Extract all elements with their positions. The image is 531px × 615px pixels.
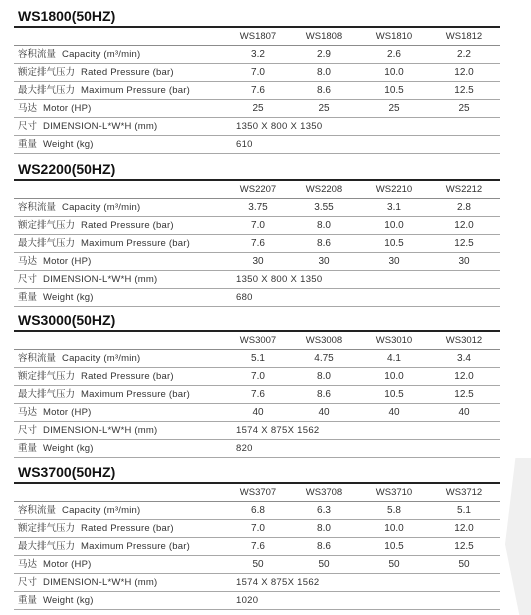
- spec-value: 5.8: [387, 505, 401, 516]
- spec-label-cn: 马达: [18, 559, 38, 570]
- spec-label: [18, 350, 140, 367]
- dimension-label: [18, 271, 157, 288]
- spec-label-en: Rated Pressure (bar): [81, 371, 174, 382]
- spec-label-cn: 马达: [18, 407, 38, 418]
- model-name: WS3012: [445, 335, 483, 346]
- spec-value: 8.6: [317, 85, 331, 96]
- dimension-row: [14, 574, 500, 592]
- spec-value: 25: [318, 103, 330, 114]
- spec-value: 12.5: [454, 238, 474, 249]
- spec-label-en: Capacity (m³/min): [62, 202, 141, 213]
- dimension-label: [18, 574, 157, 591]
- dimension-value: 1574 X 875X 1562: [236, 577, 320, 588]
- dimension-row: [14, 118, 500, 136]
- spec-value: 5.1: [457, 505, 471, 516]
- spec-value: 30: [252, 256, 264, 267]
- spec-label-en: Maximum Pressure (bar): [81, 238, 190, 249]
- model-name: WS2212: [445, 184, 483, 195]
- spec-value: 12.0: [454, 523, 474, 534]
- spec-label-cn: 额定排气压力: [18, 523, 76, 534]
- spec-label-cn: 容积流量: [18, 202, 57, 213]
- spec-value: 6.3: [317, 505, 331, 516]
- spec-value: 3.55: [314, 202, 334, 213]
- model-name: WS3010: [375, 335, 413, 346]
- spec-row: [14, 520, 500, 538]
- model-name: WS1808: [305, 31, 343, 42]
- spec-value: 30: [318, 256, 330, 267]
- spec-label-cn: 容积流量: [18, 505, 57, 516]
- spec-label: [18, 404, 91, 421]
- spec-value: 7.6: [251, 85, 265, 96]
- spec-value: 50: [458, 559, 470, 570]
- spec-row: [14, 502, 500, 520]
- weight-row: [14, 440, 500, 458]
- spec-value: 40: [388, 407, 400, 418]
- weight-label-cn: 重量: [18, 443, 38, 454]
- spec-value: 12.5: [454, 541, 474, 552]
- model-name: WS2208: [305, 184, 343, 195]
- dimension-value: 1350 X 800 X 1350: [236, 274, 323, 285]
- weight-label: [18, 592, 94, 609]
- spec-value: 10.5: [384, 85, 404, 96]
- dimension-row: [14, 422, 500, 440]
- spec-label: [18, 386, 190, 403]
- weight-value: 1020: [236, 595, 259, 606]
- spec-label-en: Rated Pressure (bar): [81, 67, 174, 78]
- spec-value: 5.1: [251, 353, 265, 364]
- spec-label-en: Motor (HP): [43, 407, 92, 418]
- spec-value: 3.1: [387, 202, 401, 213]
- weight-label-cn: 重量: [18, 595, 38, 606]
- spec-label-en: Rated Pressure (bar): [81, 220, 174, 231]
- model-name: WS3710: [375, 487, 413, 498]
- spec-label-cn: 最大排气压力: [18, 541, 76, 552]
- spec-label-en: Maximum Pressure (bar): [81, 389, 190, 400]
- spec-label-cn: 额定排气压力: [18, 67, 76, 78]
- spec-row: [14, 253, 500, 271]
- model-name: WS3008: [305, 335, 343, 346]
- spec-value: 4.1: [387, 353, 401, 364]
- dimension-label-en: DIMENSION-L*W*H (mm): [43, 577, 158, 588]
- spec-label-en: Motor (HP): [43, 559, 92, 570]
- spec-label-en: Maximum Pressure (bar): [81, 541, 190, 552]
- spec-value: 4.75: [314, 353, 334, 364]
- spec-row: [14, 386, 500, 404]
- spec-value: 10.0: [384, 371, 404, 382]
- spec-row: [14, 538, 500, 556]
- spec-value: 7.0: [251, 523, 265, 534]
- weight-label-en: Weight (kg): [43, 292, 94, 303]
- section-title: WS2200(50HZ): [18, 161, 116, 177]
- dimension-row: [14, 271, 500, 289]
- spec-value: 3.4: [457, 353, 471, 364]
- weight-label-en: Weight (kg): [43, 139, 94, 150]
- spec-value: 2.8: [457, 202, 471, 213]
- weight-label: [18, 136, 94, 153]
- weight-value: 680: [236, 292, 253, 303]
- spec-value: 8.6: [317, 389, 331, 400]
- decorative-edge-shape: [505, 458, 531, 615]
- dimension-label-cn: 尺寸: [18, 425, 38, 436]
- spec-value: 30: [458, 256, 470, 267]
- spec-value: 3.2: [251, 49, 265, 60]
- spec-value: 7.0: [251, 371, 265, 382]
- spec-label-en: Motor (HP): [43, 256, 92, 267]
- spec-value: 25: [252, 103, 264, 114]
- spec-value: 12.0: [454, 220, 474, 231]
- spec-value: 7.6: [251, 541, 265, 552]
- spec-value: 10.0: [384, 67, 404, 78]
- spec-label-cn: 最大排气压力: [18, 389, 76, 400]
- spec-section: [14, 6, 500, 154]
- spec-row: [14, 556, 500, 574]
- section-title: WS1800(50HZ): [18, 8, 116, 24]
- spec-row: [14, 82, 500, 100]
- spec-value: 7.0: [251, 220, 265, 231]
- spec-value: 2.9: [317, 49, 331, 60]
- model-name: WS3707: [239, 487, 277, 498]
- weight-label-en: Weight (kg): [43, 595, 94, 606]
- spec-label-cn: 最大排气压力: [18, 85, 76, 96]
- model-header-row: [14, 28, 500, 46]
- spec-label-en: Rated Pressure (bar): [81, 523, 174, 534]
- spec-value: 10.5: [384, 389, 404, 400]
- spec-row: [14, 217, 500, 235]
- spec-value: 12.0: [454, 67, 474, 78]
- spec-value: 10.0: [384, 220, 404, 231]
- spec-label-cn: 容积流量: [18, 49, 57, 60]
- weight-label-cn: 重量: [18, 139, 38, 150]
- spec-value: 40: [318, 407, 330, 418]
- spec-value: 50: [388, 559, 400, 570]
- dimension-value: 1350 X 800 X 1350: [236, 121, 323, 132]
- dimension-value: 1574 X 875X 1562: [236, 425, 320, 436]
- spec-value: 10.5: [384, 238, 404, 249]
- dimension-label-cn: 尺寸: [18, 274, 38, 285]
- dimension-label-en: DIMENSION-L*W*H (mm): [43, 425, 158, 436]
- spec-label-cn: 容积流量: [18, 353, 57, 364]
- weight-value: 820: [236, 443, 253, 454]
- model-header-row: [14, 484, 500, 502]
- spec-value: 50: [252, 559, 264, 570]
- spec-label: [18, 520, 174, 537]
- spec-label: [18, 199, 140, 216]
- spec-section: [14, 159, 500, 307]
- model-name: WS2207: [239, 184, 277, 195]
- spec-value: 8.0: [317, 67, 331, 78]
- spec-label-cn: 额定排气压力: [18, 371, 76, 382]
- section-title: WS3000(50HZ): [18, 312, 116, 328]
- spec-label: [18, 538, 190, 555]
- spec-label-cn: 马达: [18, 256, 38, 267]
- spec-row: [14, 368, 500, 386]
- model-name: WS1810: [375, 31, 413, 42]
- spec-value: 12.0: [454, 371, 474, 382]
- spec-value: 50: [318, 559, 330, 570]
- spec-value: 40: [252, 407, 264, 418]
- spec-value: 30: [388, 256, 400, 267]
- section-title: WS3700(50HZ): [18, 464, 116, 480]
- spec-label-cn: 马达: [18, 103, 38, 114]
- spec-value: 12.5: [454, 85, 474, 96]
- weight-label: [18, 289, 94, 306]
- weight-value: 610: [236, 139, 253, 150]
- spec-row: [14, 46, 500, 64]
- model-name: WS3007: [239, 335, 277, 346]
- weight-label-cn: 重量: [18, 292, 38, 303]
- spec-value: 40: [458, 407, 470, 418]
- spec-label-en: Capacity (m³/min): [62, 49, 141, 60]
- spec-value: 2.6: [387, 49, 401, 60]
- weight-row: [14, 289, 500, 307]
- spec-label: [18, 82, 190, 99]
- spec-value: 2.2: [457, 49, 471, 60]
- spec-label: [18, 502, 140, 519]
- spec-row: [14, 100, 500, 118]
- model-name: WS2210: [375, 184, 413, 195]
- spec-label-en: Capacity (m³/min): [62, 505, 141, 516]
- spec-label: [18, 100, 91, 117]
- spec-label-cn: 额定排气压力: [18, 220, 76, 231]
- model-header-row: [14, 181, 500, 199]
- model-name: WS1812: [445, 31, 483, 42]
- spec-row: [14, 235, 500, 253]
- spec-value: 6.8: [251, 505, 265, 516]
- spec-row: [14, 199, 500, 217]
- spec-section: [14, 462, 500, 610]
- dimension-label: [18, 422, 157, 439]
- spec-label: [18, 235, 190, 252]
- weight-label: [18, 440, 94, 457]
- spec-label: [18, 217, 174, 234]
- spec-label-en: Maximum Pressure (bar): [81, 85, 190, 96]
- spec-value: 25: [388, 103, 400, 114]
- spec-label-en: Capacity (m³/min): [62, 353, 141, 364]
- spec-value: 8.6: [317, 238, 331, 249]
- spec-value: 8.0: [317, 371, 331, 382]
- spec-row: [14, 350, 500, 368]
- spec-label-en: Motor (HP): [43, 103, 92, 114]
- model-header-row: [14, 332, 500, 350]
- spec-value: 3.75: [248, 202, 268, 213]
- weight-row: [14, 136, 500, 154]
- spec-value: 10.0: [384, 523, 404, 534]
- spec-value: 10.5: [384, 541, 404, 552]
- model-name: WS1807: [239, 31, 277, 42]
- dimension-label-en: DIMENSION-L*W*H (mm): [43, 121, 158, 132]
- spec-row: [14, 64, 500, 82]
- spec-label: [18, 556, 91, 573]
- spec-section: [14, 310, 500, 458]
- model-name: WS3708: [305, 487, 343, 498]
- spec-value: 8.0: [317, 220, 331, 231]
- dimension-label-cn: 尺寸: [18, 121, 38, 132]
- spec-value: 8.6: [317, 541, 331, 552]
- weight-label-en: Weight (kg): [43, 443, 94, 454]
- spec-value: 25: [458, 103, 470, 114]
- spec-value: 7.6: [251, 238, 265, 249]
- spec-value: 7.0: [251, 67, 265, 78]
- dimension-label-cn: 尺寸: [18, 577, 38, 588]
- spec-label: [18, 64, 174, 81]
- spec-value: 8.0: [317, 523, 331, 534]
- weight-row: [14, 592, 500, 610]
- spec-label: [18, 46, 140, 63]
- spec-value: 7.6: [251, 389, 265, 400]
- dimension-label-en: DIMENSION-L*W*H (mm): [43, 274, 158, 285]
- spec-label: [18, 368, 174, 385]
- spec-row: [14, 404, 500, 422]
- spec-label-cn: 最大排气压力: [18, 238, 76, 249]
- dimension-label: [18, 118, 157, 135]
- model-name: WS3712: [445, 487, 483, 498]
- spec-value: 12.5: [454, 389, 474, 400]
- spec-label: [18, 253, 91, 270]
